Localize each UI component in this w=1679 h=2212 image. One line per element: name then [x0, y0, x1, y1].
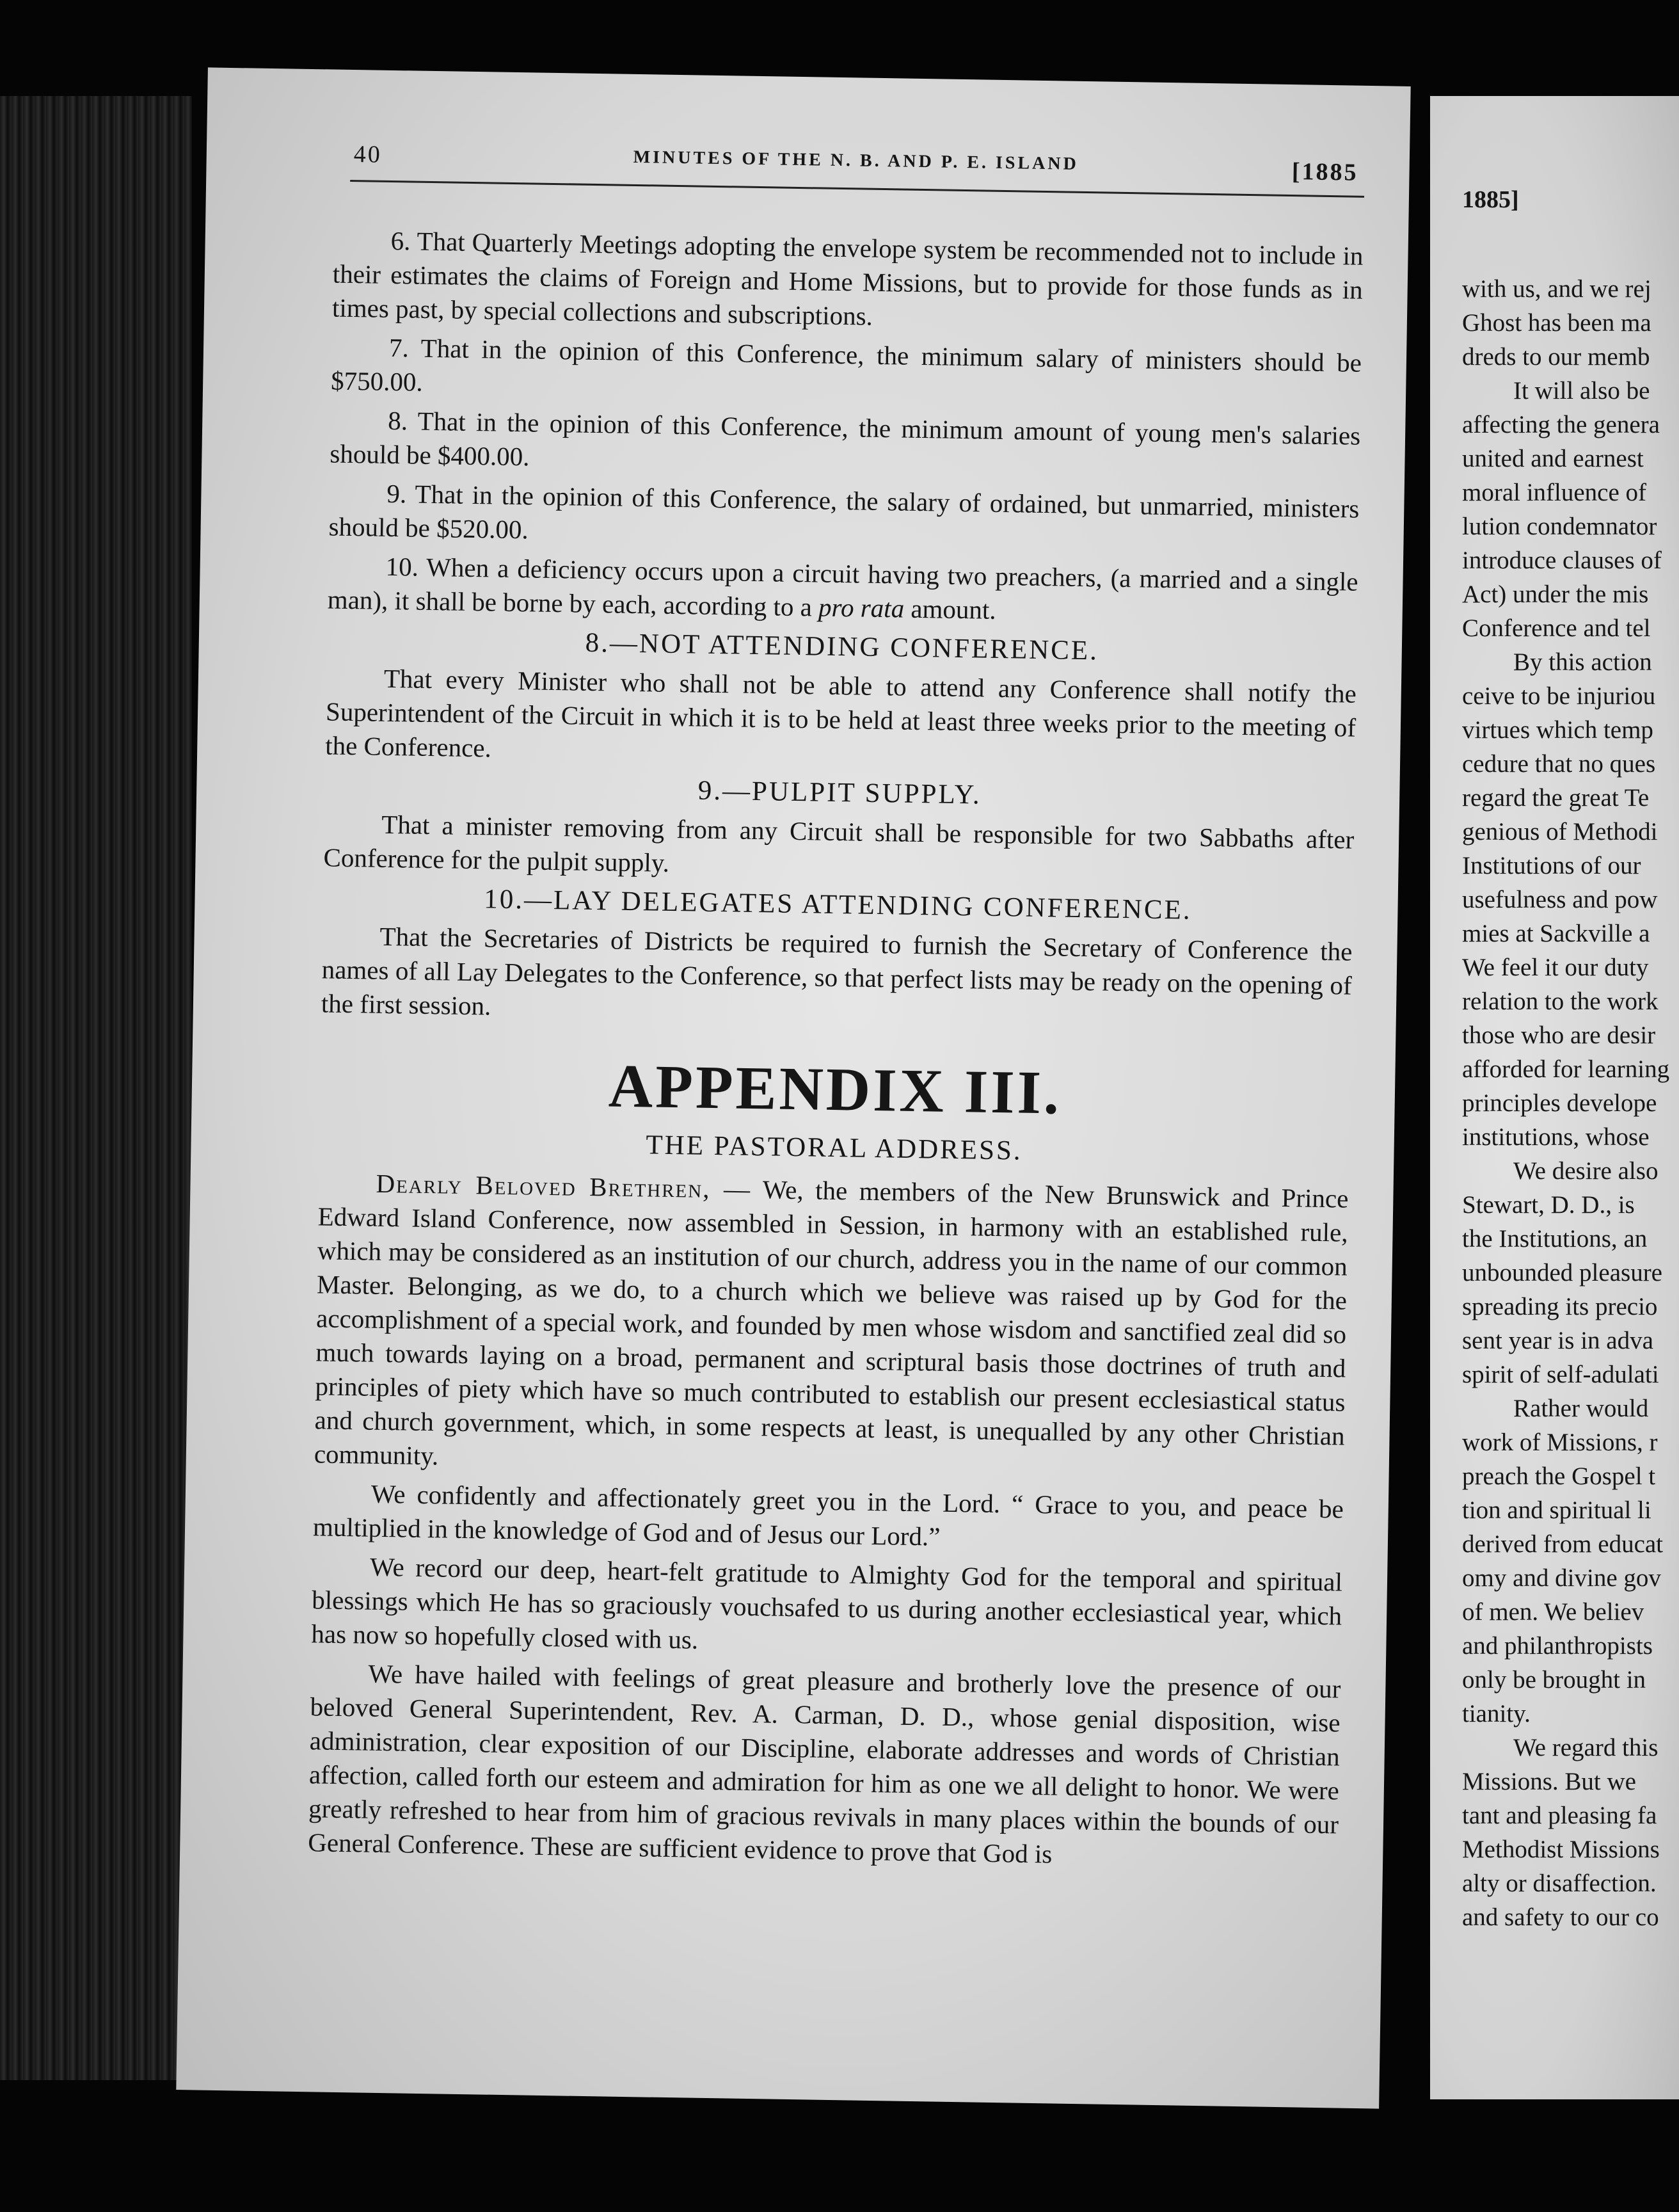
right-page-line: Act) under the mis [1462, 581, 1649, 608]
right-page-line: tant and pleasing fa [1462, 1802, 1657, 1829]
right-page-line: unbounded pleasure [1462, 1259, 1662, 1286]
book-spine-edge [0, 96, 192, 2080]
right-page [1430, 96, 1679, 2099]
section-8-text: That every Minister who shall not be able to attend any Conference shall notify the Superintendent of the Circuit in which it is to be held at least three weeks prior to the meeting of the Conference. [324, 663, 1357, 763]
item-10-end: amount. [903, 593, 996, 625]
item-10-text: 10. When a deficiency occurs upon a circuit having two preachers, (a married and a single man), it shall be borne by each, according to a [327, 551, 1358, 622]
section-heading-8: 8.—NOT ATTENDING CONFERENCE. [585, 627, 1099, 666]
right-page-line: Rather would [1513, 1395, 1649, 1422]
right-page-line: the Institutions, an [1462, 1225, 1648, 1253]
address-paragraph-1 [314, 1166, 1349, 1487]
right-page-line: We desire also [1513, 1157, 1659, 1185]
right-page-line: It will also be [1513, 377, 1650, 405]
right-page-line: usefulness and pow [1462, 886, 1658, 913]
address-paragraph-4: We have hailed with feelings of great pleasure and brotherly love the presence of our beloved General Superintendent, Rev. A. Carman, D. D., whose genial disposition, wise administration, clear exposition of our Discipline, elaborate addresses and words of Christian affection, called forth our esteem and admiration for him as one we all delight to honor. We were greatly refreshed to hear from him of gracious revivals in many places within the bounds of our General Conference. These are sufficient evidence to prove that God is [308, 1658, 1341, 1869]
right-page-line: of men. We believ [1462, 1598, 1644, 1626]
address-paragraph-2: We confidently and affectionately greet you in the Lord. “ Grace to you, and peace be multiplied in the knowledge of God and of Jesus our Lord.” [312, 1479, 1344, 1551]
right-page-line: dreds to our memb [1462, 343, 1650, 371]
right-page-line: alty or disaffection. [1462, 1870, 1657, 1897]
right-page-line: Stewart, D. D., is [1462, 1191, 1635, 1219]
appendix-title: APPENDIX III. [608, 1051, 1062, 1127]
right-page-line: with us, and we rej [1462, 275, 1651, 303]
right-page-line: united and earnest [1462, 445, 1644, 472]
right-page-text [1462, 272, 1679, 1934]
right-page-line: sent year is in adva [1462, 1327, 1653, 1354]
right-page-line: spreading its precio [1462, 1293, 1658, 1320]
right-page-line: preach the Gospel t [1462, 1463, 1656, 1490]
right-page-line: moral influence of [1462, 479, 1647, 506]
running-header [353, 140, 1358, 188]
section-heading-9: 9.—PULPIT SUPPLY. [697, 775, 982, 810]
item-7: 7. That in the opinion of this Conference, the minimum salary of ministers should be $750.00. [330, 332, 1362, 397]
section-9-text: That a minister removing from any Circuit shall be responsible for two Sabbaths after Conference for the pulpit supply. [323, 809, 1355, 878]
right-page-line: derived from educat [1462, 1530, 1664, 1558]
address-paragraph-3: We record our deep, heart-felt gratitude to Almighty God for the temporal and spiritual blessings which He has so graciously vouchsafed to us during another ecclesiastical year, which has now so hopefully closed with us. [311, 1551, 1343, 1655]
right-page-line: mies at Sackville a [1462, 920, 1650, 947]
right-page-line: work of Missions, r [1462, 1429, 1658, 1456]
item-6: 6. That Quarterly Meetings adopting the envelope system be recommended not to include in their estimates the claims of Foreign and Home Missions, but to provide for those funds as in times past, by special collections and subscriptions. [331, 225, 1364, 331]
right-page-line: We feel it our duty [1462, 954, 1649, 981]
page-number: 40 [353, 141, 383, 168]
right-page-line: Missions. But we [1462, 1768, 1636, 1795]
right-page-line: spirit of self-adulati [1462, 1361, 1659, 1388]
item-9: 9. That in the opinion of this Conference, the salary of ordained, but unmarried, ministers should be $520.00. [328, 478, 1360, 545]
pastoral-address-title: THE PASTORAL ADDRESS. [646, 1130, 1023, 1166]
item-8: 8. That in the opinion of this Conference, the minimum amount of young men's salaries should be $400.00. [330, 405, 1361, 472]
right-page-line: relation to the work [1462, 988, 1659, 1015]
right-page-line: afforded for learning [1462, 1055, 1670, 1083]
right-page-line: affecting the genera [1462, 411, 1660, 438]
item-10-italic: pro rata [818, 592, 905, 623]
right-page-line: tion and spiritual li [1462, 1496, 1651, 1524]
section-10-text: That the Secretaries of Districts be required to furnish the Secretary of Conference the names of all Lay Delegates to the Conference, so that perfect lists may be ready on the opening of the first session. [321, 921, 1353, 1021]
right-page-line: By this action [1513, 648, 1652, 676]
right-page-line: institutions, whose [1462, 1123, 1650, 1151]
right-page-line: introduce clauses of [1462, 547, 1662, 574]
right-page-line: omy and divine gov [1462, 1564, 1661, 1592]
item-10 [327, 549, 1358, 632]
salutation: Dearly Beloved Brethren, — [376, 1168, 752, 1204]
header-year: [1885 [1291, 158, 1358, 186]
right-page-line: ceive to be injuriou [1462, 682, 1656, 710]
right-page-line: virtues which temp [1462, 716, 1653, 744]
right-page-line: tianity. [1462, 1700, 1531, 1727]
right-page-line: Ghost has been ma [1462, 309, 1651, 337]
address-paragraph-1-text: We, the members of the New Brunswick and Prince Edward Island Conference, now assembled in Session, in harmony with an established rule, which may be considered as an institution of our church, address you in the name of our common Master. Belonging, as we do, to a church which we believe was raised up by God for the accomplishment of a special work, and founded by men whose wisdom and sanctified zeal did so much towards laying on a broad, permanent and scriptural basis those doctrines of truth and principles of piety which have so much contributed to establish our present ecclesiastical status and church government, which, in some respects at least, is unequalled by any other Christian community. [314, 1174, 1349, 1471]
right-page-line: regard the great Te [1462, 784, 1650, 812]
right-page-line: Methodist Missions [1462, 1836, 1660, 1863]
right-page-line: principles develope [1462, 1089, 1657, 1117]
right-page-line: only be brought in [1462, 1666, 1646, 1694]
left-page [176, 67, 1410, 2108]
right-page-line: genious of Methodi [1462, 818, 1658, 846]
right-page-year: 1885] [1462, 186, 1519, 213]
page-body [308, 223, 1364, 1881]
right-page-line: Institutions of our [1462, 852, 1641, 879]
right-page-line: and safety to our co [1462, 1903, 1659, 1931]
right-page-line: and philanthropists [1462, 1632, 1653, 1660]
right-page-line: Conference and tel [1462, 614, 1651, 642]
right-page-line: those who are desir [1462, 1022, 1656, 1049]
section-heading-10: 10.—LAY DELEGATES ATTENDING CONFERENCE. [484, 884, 1192, 926]
right-page-line: lution condemnator [1462, 513, 1657, 540]
running-title: MINUTES OF THE N. B. AND P. E. ISLAND [633, 147, 1079, 174]
right-page-line: cedure that no ques [1462, 750, 1656, 778]
right-page-line: We regard this [1513, 1734, 1659, 1761]
